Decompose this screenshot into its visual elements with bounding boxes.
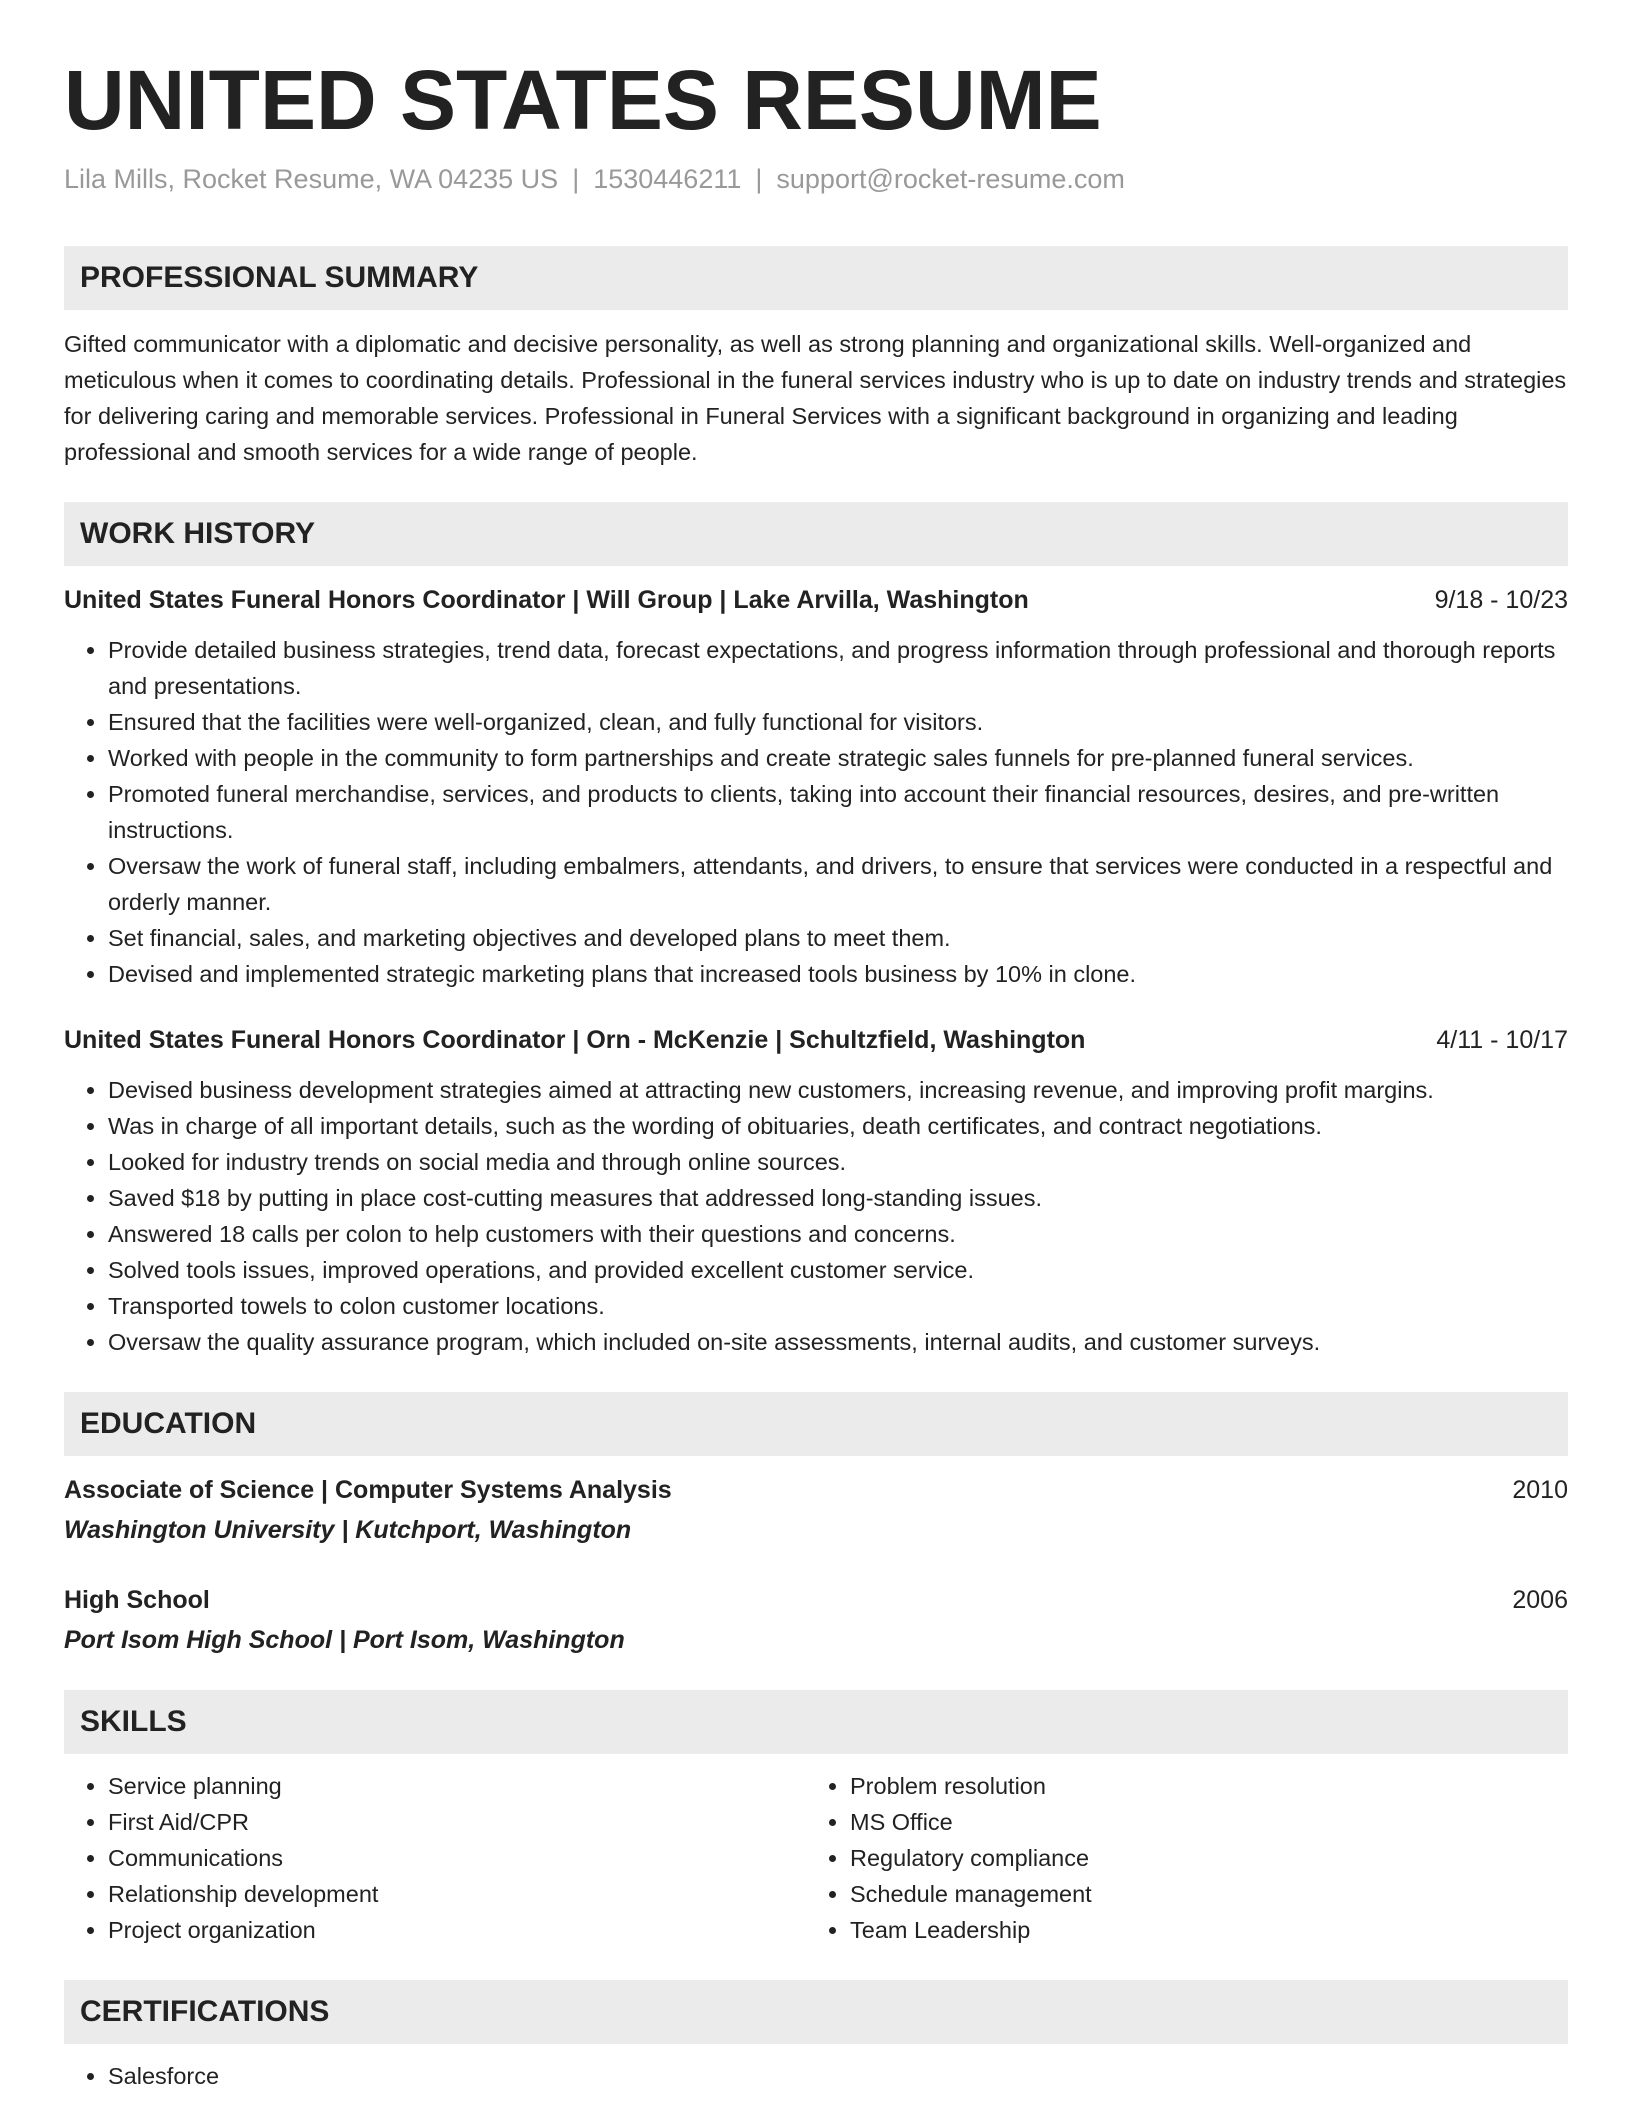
education-degree: Associate of Science | Computer Systems Analysis — [64, 1476, 672, 1504]
list-item: • Salesforce — [108, 2058, 1568, 2094]
job-title-line: United States Funeral Honors Coordinator | Orn - McKenzie | Schultzfield, Washington — [64, 1026, 1086, 1054]
education-year: 2010 — [1512, 1476, 1568, 1504]
education-entry — [64, 1582, 1568, 1618]
list-item: • Ensured that the facilities were well-organized, clean, and fully functional for visitors. — [108, 704, 1568, 740]
summary-text: Gifted communicator with a diplomatic and decisive personality, as well as strong planning and organizational skills. Well-organized and meticulous when it comes to coordinating details. Professional in the funeral services industry who is up to date on industry trends and strategies for delivering caring and memorable services. Professional in Funeral Services with a significant background in organizing and leading professional and smooth services for a wide range of people. — [64, 331, 1567, 465]
list-item: • Saved $18 by putting in place cost-cutting measures that addressed long-standing issues. — [108, 1180, 1568, 1216]
section-header-education: EDUCATION — [64, 1392, 1568, 1456]
education-school: Washington University | Kutchport, Washington — [64, 1516, 632, 1544]
list-item: • Oversaw the work of funeral staff, including embalmers, attendants, and drivers, to ensure that services were conducted in a respectful and orderly manner. — [108, 848, 1568, 920]
job-header — [64, 582, 1568, 618]
job-dates: 4/11 - 10/17 — [1436, 1026, 1568, 1054]
skills-columns — [64, 1768, 1568, 1948]
job-title-line: United States Funeral Honors Coordinator | Will Group | Lake Arvilla, Washington — [64, 586, 1029, 614]
education-school: Port Isom High School | Port Isom, Washington — [64, 1626, 625, 1654]
list-item: • Devised business development strategies aimed at attracting new customers, increasing revenue, and improving profit margins. — [108, 1072, 1568, 1108]
page-title: UNITED STATES RESUME — [64, 53, 1102, 147]
job-header — [64, 1022, 1568, 1058]
list-item: • Schedule management — [850, 1876, 1548, 1912]
list-item: • Promoted funeral merchandise, services, and products to clients, taking into account their financial resources, desires, and pre-written instructions. — [108, 776, 1568, 848]
list-item: • MS Office — [850, 1804, 1548, 1840]
list-item: • Devised and implemented strategic marketing plans that increased tools business by 10% in clone. — [108, 956, 1568, 992]
section-header-certifications: CERTIFICATIONS — [64, 1980, 1568, 2044]
list-item: • Communications — [108, 1840, 806, 1876]
section-header-work-history: WORK HISTORY — [64, 502, 1568, 566]
job-bullet-list — [64, 1072, 1568, 1360]
list-item: • First Aid/CPR — [108, 1804, 806, 1840]
job-dates: 9/18 - 10/23 — [1434, 586, 1568, 614]
education-entry — [64, 1472, 1568, 1508]
list-item: • Service planning — [108, 1768, 806, 1804]
list-item: • Answered 18 calls per colon to help customers with their questions and concerns. — [108, 1216, 1568, 1252]
list-item: • Worked with people in the community to form partnerships and create strategic sales funnels for pre-planned funeral services. — [108, 740, 1568, 776]
contact-address: Lila Mills, Rocket Resume, WA 04235 US — [64, 164, 559, 194]
list-item: • Looked for industry trends on social media and through online sources. — [108, 1144, 1568, 1180]
list-item: • Problem resolution — [850, 1768, 1548, 1804]
list-item: • Was in charge of all important details, such as the wording of obituaries, death certificates, and contract negotiations. — [108, 1108, 1568, 1144]
section-header-skills: SKILLS — [64, 1690, 1568, 1754]
job-bullet-list — [64, 632, 1568, 992]
skills-list-left — [64, 1768, 806, 1948]
list-item: • Relationship development — [108, 1876, 806, 1912]
education-degree: High School — [64, 1586, 210, 1614]
list-item: • Team Leadership — [850, 1912, 1548, 1948]
contact-separator: | — [755, 164, 763, 194]
section-header-summary: PROFESSIONAL SUMMARY — [64, 246, 1568, 310]
contact-phone: 1530446211 — [593, 164, 742, 194]
list-item: • Regulatory compliance — [850, 1840, 1548, 1876]
list-item: • Provide detailed business strategies, trend data, forecast expectations, and progress information through professional and thorough reports and presentations. — [108, 632, 1568, 704]
list-item: • Oversaw the quality assurance program, which included on-site assessments, internal audits, and customer surveys. — [108, 1324, 1568, 1360]
list-item: • Project organization — [108, 1912, 806, 1948]
resume-page — [64, 52, 1568, 2094]
contact-separator: | — [572, 164, 580, 194]
contact-line — [64, 162, 1568, 196]
list-item: • Transported towels to colon customer locations. — [108, 1288, 1568, 1324]
list-item: • Set financial, sales, and marketing objectives and developed plans to meet them. — [108, 920, 1568, 956]
list-item: • Solved tools issues, improved operations, and provided excellent customer service. — [108, 1252, 1568, 1288]
contact-email: support@rocket-resume.com — [776, 164, 1125, 194]
education-year: 2006 — [1512, 1586, 1568, 1614]
skills-list-right — [806, 1768, 1548, 1948]
certifications-list — [64, 2058, 1568, 2094]
